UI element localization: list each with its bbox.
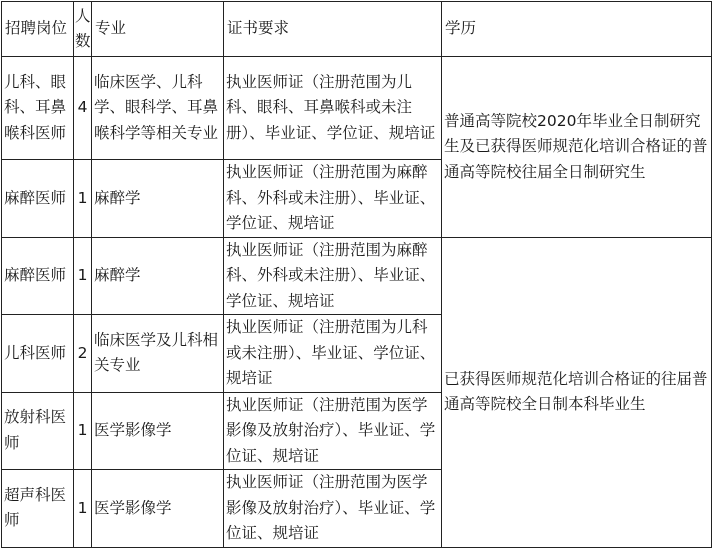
table-row: [2, 57, 712, 160]
header-count: 人数: [74, 2, 92, 57]
recruitment-table: [1, 1, 712, 548]
table-header-row: [2, 2, 712, 57]
cell-certificate: 执业医师证（注册范围为儿科或未注册）、毕业证、学位证、规培证: [224, 315, 442, 393]
cell-count: 1: [74, 392, 92, 470]
cell-count: 1: [74, 237, 92, 315]
cell-count: 4: [74, 57, 92, 160]
cell-major: 麻醉学: [92, 160, 224, 238]
header-education: 学历: [442, 2, 712, 57]
cell-education: 已获得医师规范化培训合格证的往届普通高等院校全日制本科毕业生: [442, 237, 712, 547]
cell-certificate: 执业医师证（注册范围为麻醉科、外科或未注册）、毕业证、学位证、规培证: [224, 160, 442, 238]
cell-education: 普通高等院校2020年毕业全日制研究生及已获得医师规范化培训合格证的普通高等院校往届全日制研究生: [442, 57, 712, 238]
cell-certificate: 执业医师证（注册范围为医学影像及放射治疗）、毕业证、学位证、规培证: [224, 470, 442, 548]
cell-position: 儿科医师: [2, 315, 74, 393]
cell-major: 临床医学及儿科相关专业: [92, 315, 224, 393]
cell-major: 麻醉学: [92, 237, 224, 315]
header-major: 专业: [92, 2, 224, 57]
cell-count: 2: [74, 315, 92, 393]
cell-certificate: 执业医师证（注册范围为医学影像及放射治疗）、毕业证、学位证、规培证: [224, 392, 442, 470]
header-certificate: 证书要求: [224, 2, 442, 57]
table-row: [2, 237, 712, 315]
cell-position: 麻醉医师: [2, 237, 74, 315]
cell-count: 1: [74, 470, 92, 548]
cell-position: 麻醉医师: [2, 160, 74, 238]
cell-count: 1: [74, 160, 92, 238]
cell-certificate: 执业医师证（注册范围为儿科、眼科、耳鼻喉科或未注册）、毕业证、学位证、规培证: [224, 57, 442, 160]
cell-certificate: 执业医师证（注册范围为麻醉科、外科或未注册）、毕业证、学位证、规培证: [224, 237, 442, 315]
cell-major: 医学影像学: [92, 392, 224, 470]
cell-position: 儿科、眼科、耳鼻喉科医师: [2, 57, 74, 160]
cell-position: 超声科医师: [2, 470, 74, 548]
cell-major: 医学影像学: [92, 470, 224, 548]
cell-major: 临床医学、儿科学、眼科学、耳鼻喉科学等相关专业: [92, 57, 224, 160]
cell-position: 放射科医师: [2, 392, 74, 470]
header-position: 招聘岗位: [2, 2, 74, 57]
